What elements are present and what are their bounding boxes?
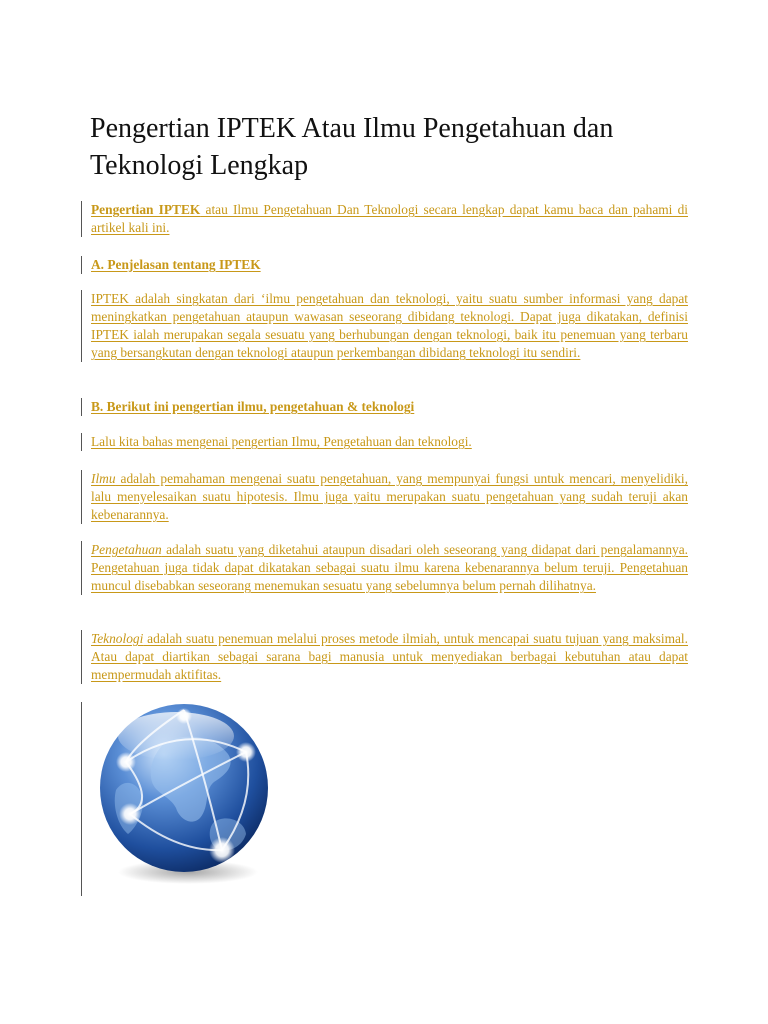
teknologi-term[interactable]: Teknologi	[91, 631, 144, 646]
intro-text[interactable]: atau Ilmu Pengetahuan Dan Teknologi secara lengkap dapat kamu baca dan pahami di artikel kali ini.	[91, 202, 688, 235]
ilmu-term[interactable]: Ilmu	[91, 471, 116, 486]
section-a-body[interactable]: IPTEK adalah singkatan dari ‘ilmu pengetahuan dan teknologi, yaitu suatu sumber informasi yang dapat meningkatkan pengetahuan ataupun wawasan seseorang dibidang teknologi. Dapat juga dikatakan, definisi IPTEK ialah merupakan segala sesuatu yang berhubungan dengan teknologi, baik itu penemuan yang terbaru yang bersangkutan dengan teknologi ataupun perkembangan dibidang teknologi itu sendiri.	[91, 291, 688, 360]
section-a-heading[interactable]: A. Penjelasan tentang IPTEK	[91, 257, 261, 272]
section-a-heading-block	[81, 256, 688, 274]
pengetahuan-definition[interactable]: adalah suatu yang diketahui ataupun disadari oleh seseorang yang didapat dari pengalamannya. Pengetahuan juga tidak dapat dikatakan sebagai suatu ilmu karena kebenarannya belum teruji. Pengetahuan muncul disebabkan seseorang menemukan sesuatu yang sebelumnya belum pernah dilihatnya.	[91, 542, 688, 593]
section-b-heading[interactable]: B. Berikut ini pengertian ilmu, pengetahuan & teknologi	[91, 399, 415, 414]
intro-link-lead[interactable]: Pengertian IPTEK	[91, 202, 201, 217]
section-b-intro[interactable]: Lalu kita bahas mengenai pengertian Ilmu, Pengetahuan dan teknologi.	[91, 434, 472, 449]
globe-network-icon	[96, 702, 276, 892]
ilmu-definition[interactable]: adalah pemahaman mengenai suatu pengetahuan, yang mempunyai fungsi untuk mencari, menyelidiki, lalu menyelesaikan suatu hipotesis. Ilmu juga yaitu merupakan suatu pengetahuan yang sudah teruji akan kebenarannya.	[91, 471, 688, 522]
pengetahuan-term[interactable]: Pengetahuan	[91, 542, 162, 557]
globe-image	[81, 702, 282, 896]
teknologi-definition[interactable]: adalah suatu penemuan melalui proses metode ilmiah, untuk mencapai suatu tujuan yang maksimal. Atau dapat diartikan sebagai sarana bagi manusia untuk menyediakan berbagai kebutuhan atau dapat mempermudah aktifitas.	[91, 631, 688, 682]
intro-block	[81, 201, 688, 237]
teknologi-block	[81, 630, 688, 684]
section-b-intro-block	[81, 433, 688, 451]
section-b-heading-block	[81, 398, 688, 416]
ilmu-block	[81, 470, 688, 524]
page-title: Pengertian IPTEK Atau Ilmu Pengetahuan dan Teknologi Lengkap	[90, 113, 614, 181]
section-a-body-block	[81, 290, 688, 362]
pengetahuan-block	[81, 541, 688, 595]
